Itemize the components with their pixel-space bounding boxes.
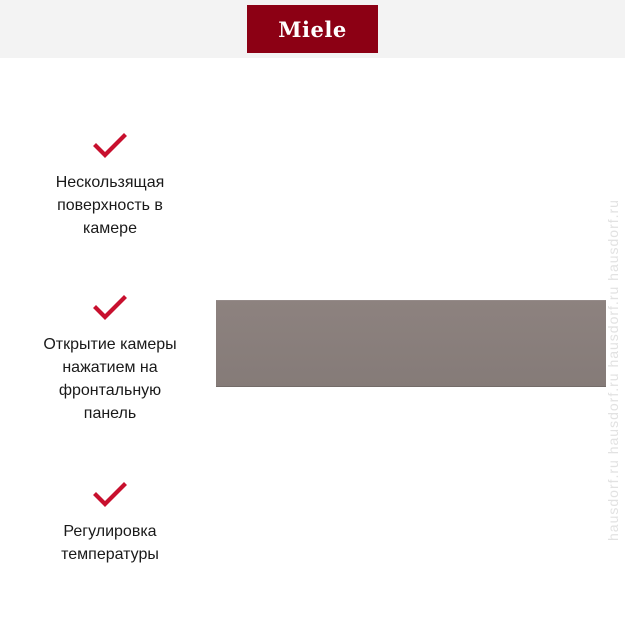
miele-logo [247,5,378,53]
checkmark-icon [93,295,127,321]
product-drawer-front [216,300,606,387]
feature-item-push-to-open [20,295,200,425]
watermark [603,130,623,610]
feature-item-non-slip-surface [20,133,200,240]
checkmark-icon [93,133,127,159]
feature-label: Открытие камеры нажатием на фронтальную панель [43,336,177,422]
logo-text: Miele [278,16,347,42]
checkmark-icon [93,482,127,508]
feature-label: Нескользящая поверхность в камере [55,174,165,237]
watermark-text: hausdorf.ru hausdorf.ru hausdorf.ru hausdorf.ru [605,199,621,541]
feature-label: Регулировка температуры [61,523,159,563]
feature-item-temperature-control [20,482,200,566]
